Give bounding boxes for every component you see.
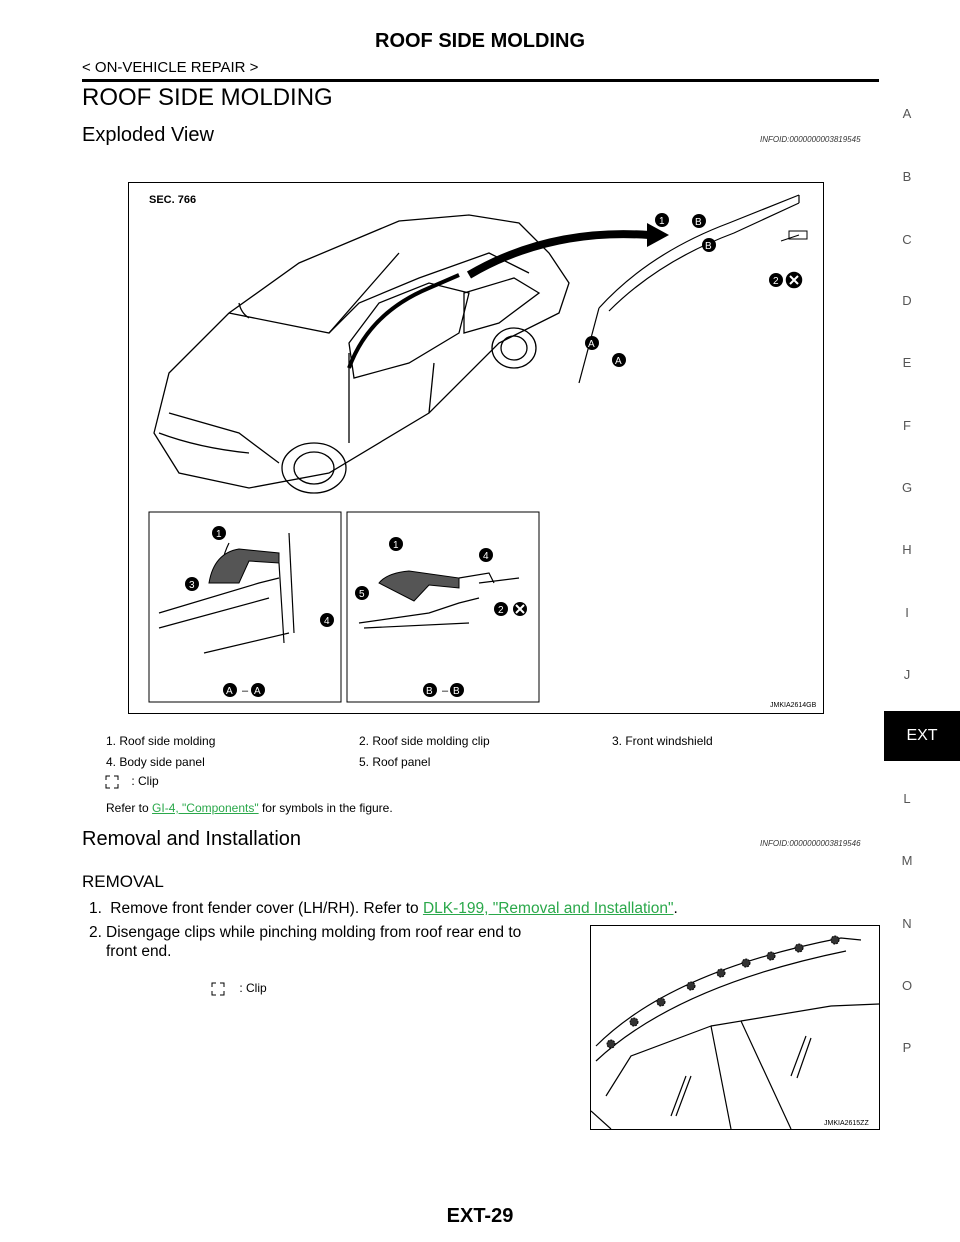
step-2-line2: front end. bbox=[106, 943, 172, 960]
index-letter-i[interactable]: I bbox=[905, 605, 909, 620]
step-2-num: 2. bbox=[89, 924, 102, 941]
removal-figure bbox=[590, 925, 880, 1130]
legend-reference: Refer to GI-4, "Components" for symbols in the figure. bbox=[106, 801, 393, 815]
figure-code: JMKIA2614GB bbox=[770, 702, 817, 709]
svg-text:2: 2 bbox=[773, 276, 779, 287]
svg-text:A: A bbox=[254, 686, 261, 697]
svg-text:–: – bbox=[242, 685, 249, 697]
legend-item-5: 5. Roof panel bbox=[359, 755, 431, 769]
svg-text:B: B bbox=[695, 217, 702, 228]
svg-text:B: B bbox=[426, 686, 433, 697]
index-letter-b[interactable]: B bbox=[902, 169, 912, 184]
index-letter-a[interactable]: A bbox=[902, 106, 912, 121]
exploded-view-figure bbox=[128, 182, 824, 714]
gi-4-components-link[interactable]: GI-4, "Components" bbox=[152, 801, 259, 815]
svg-text:2: 2 bbox=[498, 605, 504, 616]
removal-installation-heading: Removal and Installation bbox=[82, 828, 302, 850]
page-header-subtitle: < ON-VEHICLE REPAIR > bbox=[82, 59, 259, 76]
index-letter-c[interactable]: C bbox=[902, 232, 912, 247]
index-letter-l[interactable]: L bbox=[903, 791, 911, 806]
figure-code: JMKIA2615ZZ bbox=[824, 1120, 869, 1127]
page-header-title: ROOF SIDE MOLDING bbox=[375, 30, 585, 52]
svg-text:1: 1 bbox=[216, 529, 222, 540]
svg-text:4: 4 bbox=[324, 616, 330, 627]
svg-text:A: A bbox=[226, 686, 233, 697]
exploded-view-heading: Exploded View bbox=[82, 124, 214, 146]
svg-text:B: B bbox=[705, 241, 712, 252]
sec-label: SEC. 766 bbox=[149, 194, 197, 206]
removal-installation-infoid: INFOID:0000000003819546 bbox=[760, 839, 861, 848]
svg-text:1: 1 bbox=[659, 216, 665, 227]
exploded-view-drawing bbox=[129, 183, 823, 713]
svg-text:–: – bbox=[442, 685, 449, 697]
svg-text:5: 5 bbox=[359, 589, 365, 600]
removal-drawing bbox=[591, 926, 879, 1129]
legend-item-4: 4. Body side panel bbox=[106, 755, 205, 769]
no-reuse-icon bbox=[787, 273, 801, 287]
svg-text:1: 1 bbox=[393, 540, 399, 551]
section-b-frame bbox=[347, 512, 539, 702]
roof-molding-part bbox=[579, 195, 799, 383]
index-letter-n[interactable]: N bbox=[902, 916, 912, 931]
svg-text:B: B bbox=[453, 686, 460, 697]
legend-item-3: 3. Front windshield bbox=[612, 734, 713, 748]
index-letter-g[interactable]: G bbox=[901, 480, 913, 495]
step-1: 1. Remove front fender cover (LH/RH). Refer to DLK-199, "Removal and Installation". bbox=[89, 900, 678, 917]
legend-clip-label: : Clip bbox=[131, 774, 159, 789]
removal-subheading: REMOVAL bbox=[82, 872, 164, 891]
no-reuse-icon bbox=[513, 602, 527, 616]
svg-text:A: A bbox=[615, 356, 622, 367]
clip-symbol-icon bbox=[210, 981, 226, 997]
index-letter-h[interactable]: H bbox=[902, 542, 912, 557]
index-letter-e[interactable]: E bbox=[902, 355, 912, 370]
header-divider bbox=[82, 79, 879, 82]
clip-markers bbox=[607, 936, 839, 1048]
index-letter-m[interactable]: M bbox=[901, 853, 913, 868]
svg-text:4: 4 bbox=[483, 551, 489, 562]
legend-item-2: 2. Roof side molding clip bbox=[359, 734, 490, 748]
dlk-199-link[interactable]: DLK-199, "Removal and Installation" bbox=[422, 900, 674, 917]
exploded-view-infoid: INFOID:0000000003819545 bbox=[760, 135, 861, 144]
step-2-clip-label: : Clip bbox=[239, 981, 267, 996]
index-tab-ext[interactable]: EXT bbox=[884, 711, 960, 761]
index-letter-o[interactable]: O bbox=[901, 978, 913, 993]
index-letter-j[interactable]: J bbox=[903, 667, 911, 682]
legend-item-1: 1. Roof side molding bbox=[106, 734, 216, 748]
index-letter-p[interactable]: P bbox=[902, 1040, 912, 1055]
clip-symbol-icon bbox=[104, 774, 120, 790]
section-a-drawing bbox=[159, 533, 294, 653]
page-number: EXT-29 bbox=[446, 1205, 514, 1227]
index-letter-f[interactable]: F bbox=[903, 418, 911, 433]
section-title: ROOF SIDE MOLDING bbox=[82, 84, 333, 111]
index-letter-d[interactable]: D bbox=[902, 293, 912, 308]
svg-text:A: A bbox=[588, 339, 595, 350]
legend-clip bbox=[104, 774, 159, 790]
clip-part bbox=[781, 231, 807, 241]
step-2-clip-legend bbox=[210, 981, 267, 997]
svg-text:3: 3 bbox=[189, 580, 195, 591]
step-2-line1: Disengage clips while pinching molding from roof rear end to bbox=[106, 924, 522, 941]
